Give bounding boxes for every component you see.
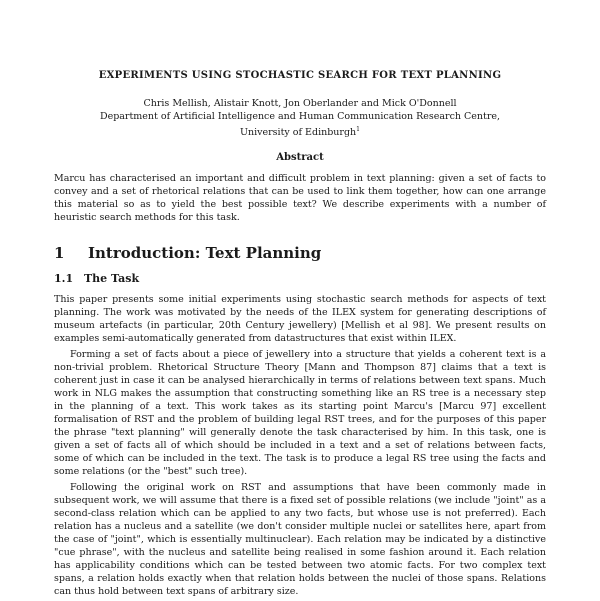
affiliation-university: University of Edinburgh (239, 127, 357, 139)
author-names: Chris Mellish, Alistair Knott, Jon Oberlander and Mick O'Donnell (143, 98, 457, 109)
affiliation-footnote-mark: 1 (356, 126, 360, 133)
author-block (0, 97, 600, 139)
paragraph-2: Forming a set of facts about a piece of jewellery into a structure that yields a coherent text is a non-trivial problem. Rhetorical Structure Theory [Mann and Thompson 87] claims that a text is coherent just in case it can be analysed hierarchically in terms of relations between text spans. Much work in NLG makes the assumption that constructing something like an RS tree is a necessary step in the planning of a text. This work takes as its starting point Marcu's [Marcu 97] excellent formalisation of RST and the problem of building legal RST trees, and for the purposes of this paper the phrase "text planning" will generally denote the task characterised by him. In this task, one is given a set of facts all of which should be included in a text and a set of relations between facts, some of which can be included in the text. The task is to produce a legal RS tree using the facts and some relations (or the "best" such tree). (54, 349, 546, 477)
subsection-heading (54, 272, 139, 285)
paragraph-3: Following the original work on RST and assumptions that have been commonly made in subsequent work, we will assume that there is a fixed set of possible relations (we include "joint" as a second-class relation which can be applied to any two facts, but whose use is not preferred). Each relation has a nucleus and a satellite (we don't consider multiple nuclei or satellites here, apart from the case of "joint", which is essentially multinuclear). Each relation may be indicated by a distinctive "cue phrase", with the nucleus and satellite being realised in some fashion around it. Each relation has applicability conditions which can be tested between two atomic facts. For two complex text spans, a relation holds exactly when that relation holds between the nuclei of those spans. Relations can thus hold between text spans of arbitrary size. (54, 482, 546, 597)
paragraph-1: This paper presents some initial experiments using stochastic search methods for aspects of text planning. The work was motivated by the needs of the ILEX system for generating descriptions of museum artefacts (in particular, 20th Century jewellery) [Mellish et al 98]. We present results on examples semi-automatically generated from datastructures that exist within ILEX. (54, 294, 546, 344)
section-heading (54, 244, 321, 262)
subsection-title: The Task (84, 272, 140, 285)
section-number: 1 (54, 244, 65, 262)
abstract-text: Marcu has characterised an important and difficult problem in text planning: given a set of facts to convey and a set of rhetorical relations that can be used to link them together, how can one arrange this material so as to yield the best possible text? We describe experiments with a number of heuristic search methods for this task. (54, 173, 546, 223)
affiliation-line-1: Department of Artificial Intelligence and Human Communication Research Centre, (99, 111, 501, 122)
affiliation-line-2 (0, 123, 600, 139)
section-title: Introduction: Text Planning (88, 244, 322, 262)
body-text (54, 293, 546, 601)
abstract-heading: Abstract (276, 152, 324, 163)
paper-title: EXPERIMENTS USING STOCHASTIC SEARCH FOR TEXT PLANNING (98, 70, 502, 81)
subsection-number: 1.1 (54, 272, 74, 285)
